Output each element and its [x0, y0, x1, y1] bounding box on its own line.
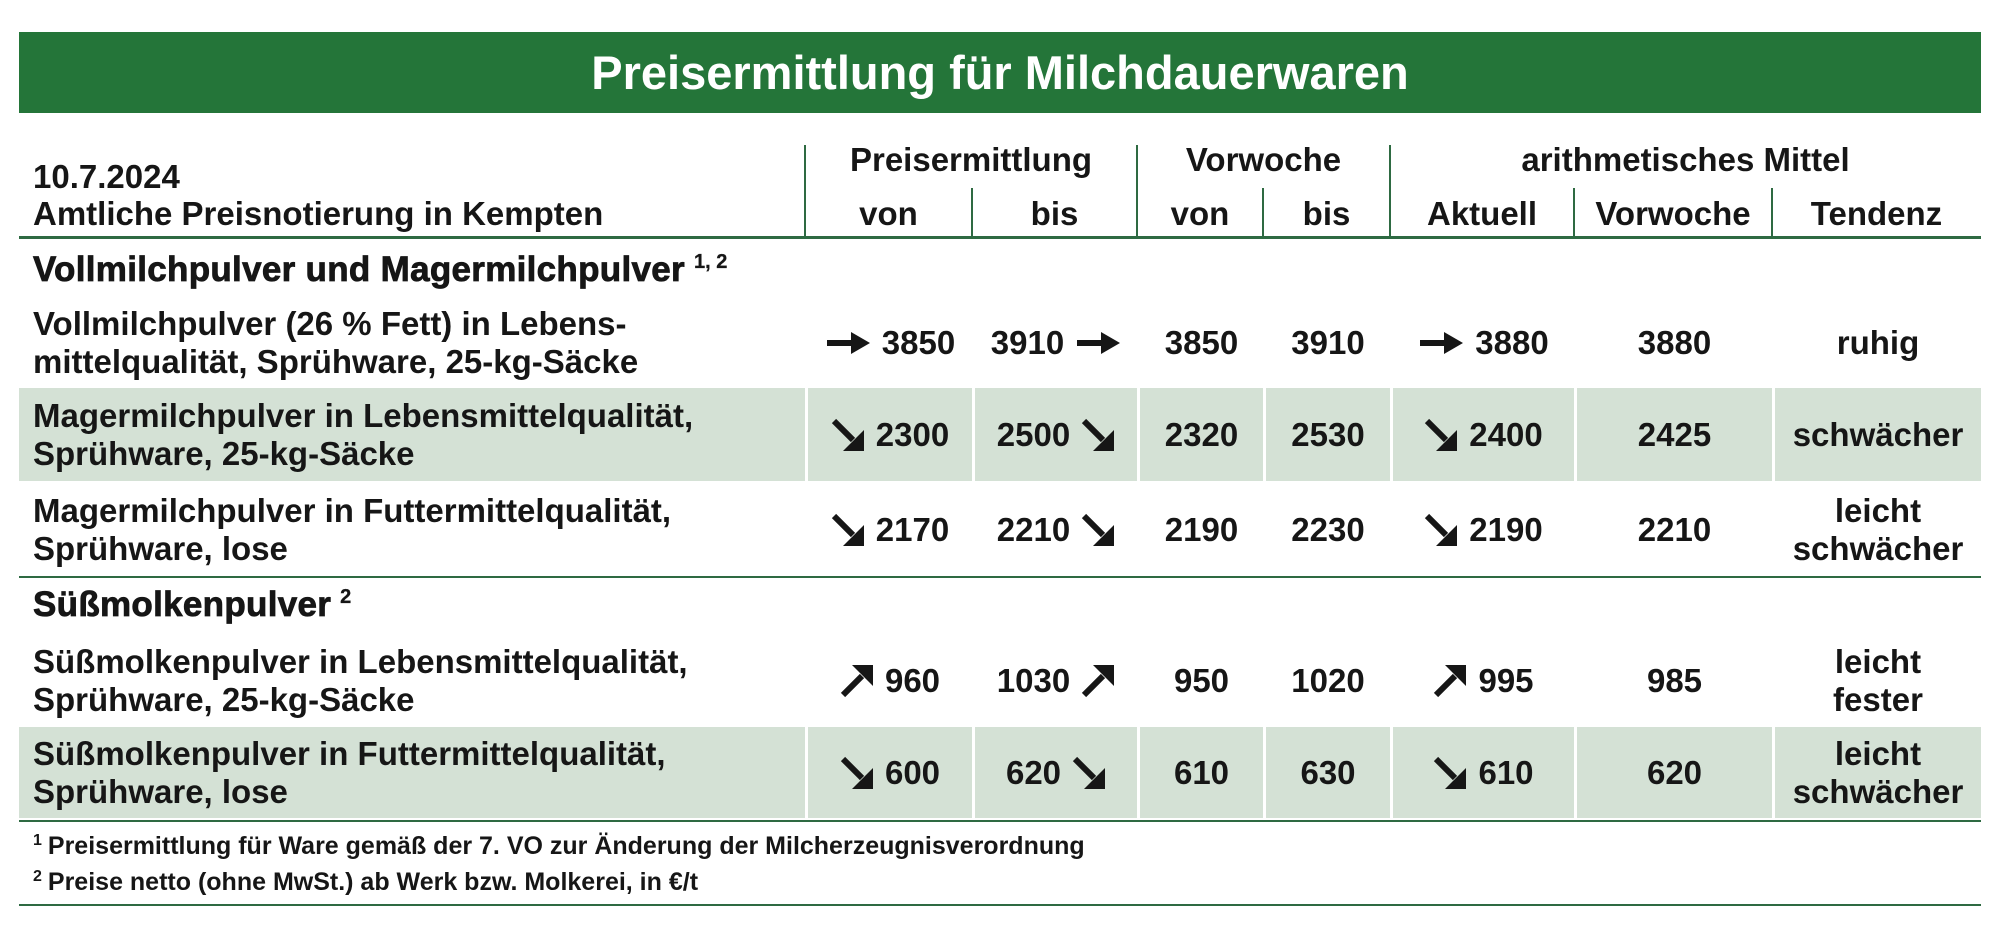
arrow-down-right-icon — [1424, 513, 1458, 547]
product-label-line: Sprühware, 25-kg-Säcke — [33, 434, 415, 472]
footnote — [33, 866, 698, 898]
section-rule — [19, 576, 1981, 578]
section-title — [33, 250, 727, 290]
price-from-value: 2300 — [875, 415, 950, 453]
column-divider — [1262, 188, 1264, 238]
product-label — [19, 727, 805, 818]
product-label — [19, 638, 805, 724]
price-to-value: 2500 — [996, 415, 1071, 453]
mean-current-cell — [1390, 388, 1574, 481]
arrow-up-right-icon — [1433, 664, 1467, 698]
arrow-right-icon — [1418, 330, 1464, 356]
tendency-text: schwächer — [1792, 772, 1964, 810]
mean-current-value: 995 — [1478, 662, 1534, 699]
column-divider — [971, 188, 973, 238]
prev-week-to-cell — [1263, 301, 1390, 385]
price-from-cell — [805, 301, 972, 385]
mean-current-value: 2400 — [1469, 415, 1543, 453]
product-label-line: Vollmilchpulver (26 % Fett) in Lebens- — [33, 305, 627, 342]
prev-week-to-value: 2230 — [1291, 511, 1365, 548]
mean-prev-week-value: 2425 — [1637, 415, 1712, 453]
mean-prev-week-value: 985 — [1646, 662, 1703, 699]
prev-week-from-value: 950 — [1173, 662, 1230, 699]
product-label-line: mittelqualität, Sprühware, 25-kg-Säcke — [33, 343, 639, 380]
header-date: 10.7.2024 — [33, 158, 180, 195]
product-label — [19, 485, 805, 575]
mean-prev-week-value: 2210 — [1637, 511, 1712, 548]
prev-week-from-value: 2320 — [1164, 415, 1239, 453]
column-divider — [1136, 145, 1138, 238]
table-row — [19, 485, 1981, 575]
col-header-trend: Tendenz — [1810, 195, 1943, 232]
arrow-up-right-icon — [1081, 664, 1115, 698]
section-title-text: Süßmolkenpulver — [33, 585, 332, 624]
price-to-cell — [972, 388, 1137, 481]
price-from-cell — [805, 485, 972, 575]
prev-week-from-cell — [1137, 485, 1263, 575]
column-headers — [19, 196, 1981, 232]
col-header-mean-current: Aktuell — [1426, 195, 1538, 232]
tendency-text: leicht — [1834, 734, 1922, 772]
arrow-right-icon — [1075, 330, 1121, 356]
price-to-value: 3910 — [990, 324, 1065, 361]
mean-current-value: 3880 — [1475, 324, 1549, 361]
prev-week-to-cell — [1263, 485, 1390, 575]
prev-week-from-cell — [1137, 301, 1263, 385]
header-rule — [19, 236, 1981, 239]
arrow-down-right-icon — [1081, 513, 1115, 547]
section-title — [33, 585, 351, 625]
col-header-mean-prev: Vorwoche — [1595, 195, 1751, 232]
prev-week-from-value: 3850 — [1164, 324, 1239, 361]
column-divider — [1771, 188, 1773, 238]
prev-week-from-cell — [1137, 638, 1263, 724]
footnote-mark: 2 — [33, 868, 42, 885]
price-to-value: 1030 — [996, 662, 1071, 699]
mean-current-value: 610 — [1478, 753, 1534, 791]
tendency-text: ruhig — [1836, 324, 1920, 361]
table-row — [19, 638, 1981, 724]
mean-prev-week-value: 3880 — [1637, 324, 1712, 361]
product-label-line: Sprühware, lose — [33, 772, 288, 810]
product-label-line: Sprühware, lose — [33, 530, 288, 567]
arrow-right-icon — [825, 330, 871, 356]
tendency-text: schwächer — [1792, 530, 1964, 567]
price-to-value: 2210 — [996, 511, 1071, 548]
price-from-value: 960 — [884, 662, 941, 699]
prev-week-to-cell — [1263, 638, 1390, 724]
arrow-down-right-icon — [840, 756, 874, 790]
group-header-prev-week: Vorwoche — [1185, 141, 1342, 178]
tendency-text: leicht — [1834, 643, 1922, 680]
col-header-prev-from: von — [1170, 195, 1230, 232]
table-row — [19, 301, 1981, 385]
product-label-line: Magermilchpulver in Lebensmittelqualität, — [33, 396, 694, 434]
table-row — [19, 727, 1981, 818]
product-label-line: Süßmolkenpulver in Futtermittelqualität, — [33, 734, 666, 772]
mean-current-cell — [1390, 485, 1574, 575]
table-row — [19, 388, 1981, 481]
col-header-prev-to: bis — [1302, 195, 1351, 232]
footnote-reference: 2 — [340, 586, 352, 608]
mean-prev-week-cell — [1574, 388, 1772, 481]
price-from-value: 3850 — [881, 324, 956, 361]
section-title-text: Vollmilchpulver und Magermilchpulver — [33, 250, 685, 289]
bottom-rule — [19, 904, 1981, 906]
price-from-cell — [805, 388, 972, 481]
footnote-text: Preise netto (ohne MwSt.) ab Werk bzw. Molkerei, in €/t — [47, 868, 699, 896]
col-header-price-to: bis — [1030, 195, 1079, 232]
tendency-cell — [1772, 638, 1981, 724]
product-label — [19, 301, 805, 385]
prev-week-to-cell — [1263, 388, 1390, 481]
tendency-text: fester — [1833, 681, 1923, 718]
footnote — [33, 830, 1085, 862]
tendency-cell — [1772, 485, 1981, 575]
mean-current-cell — [1390, 727, 1574, 818]
footnote-mark: 1 — [33, 832, 42, 849]
price-to-cell — [972, 301, 1137, 385]
arrow-down-right-icon — [1424, 418, 1458, 452]
prev-week-from-cell — [1137, 727, 1263, 818]
mean-prev-week-value: 620 — [1646, 753, 1703, 791]
price-to-cell — [972, 727, 1137, 818]
page-title: Preisermittlung für Milchdauerwaren — [591, 46, 1409, 99]
prev-week-from-value: 2190 — [1164, 511, 1239, 548]
product-label-line: Süßmolkenpulver in Lebensmittelqualität, — [33, 643, 688, 680]
arrow-up-right-icon — [840, 664, 874, 698]
tendency-cell — [1772, 301, 1981, 385]
prev-week-to-value: 3910 — [1291, 324, 1365, 361]
mean-prev-week-cell — [1574, 301, 1772, 385]
arrow-down-right-icon — [1433, 756, 1467, 790]
product-label-line: Sprühware, 25-kg-Säcke — [33, 681, 415, 718]
product-label — [19, 388, 805, 481]
product-label-line: Magermilchpulver in Futtermittelqualität, — [33, 492, 672, 529]
footnote-reference: 1, 2 — [693, 251, 728, 273]
mean-prev-week-cell — [1574, 485, 1772, 575]
price-from-cell — [805, 727, 972, 818]
footnote-text: Preisermittlung für Ware gemäß der 7. VO zur Änderung der Milcherzeugnisverordnung — [47, 832, 1085, 860]
column-divider — [1389, 145, 1391, 238]
tendency-text: schwächer — [1792, 415, 1964, 453]
mean-current-cell — [1390, 638, 1574, 724]
price-to-cell — [972, 638, 1137, 724]
arrow-down-right-icon — [1081, 418, 1115, 452]
arrow-down-right-icon — [831, 513, 865, 547]
section-rule — [19, 820, 1981, 822]
arrow-down-right-icon — [831, 418, 865, 452]
group-header-price: Preisermittlung — [849, 141, 1093, 178]
mean-prev-week-cell — [1574, 638, 1772, 724]
price-from-value: 600 — [884, 753, 941, 791]
prev-week-to-cell — [1263, 727, 1390, 818]
price-from-cell — [805, 638, 972, 724]
arrow-down-right-icon — [1072, 756, 1106, 790]
col-header-price-from: von — [859, 195, 918, 232]
title-bar — [19, 32, 1981, 113]
column-divider — [1573, 188, 1575, 238]
tendency-cell — [1772, 388, 1981, 481]
prev-week-to-value: 2530 — [1291, 415, 1365, 453]
mean-prev-week-cell — [1574, 727, 1772, 818]
tendency-text: leicht — [1834, 492, 1922, 529]
column-group-headers — [19, 142, 1981, 178]
mean-current-value: 2190 — [1469, 511, 1543, 548]
prev-week-to-value: 630 — [1300, 753, 1356, 791]
group-header-mean: arithmetisches Mittel — [1521, 141, 1850, 178]
prev-week-from-value: 610 — [1173, 753, 1230, 791]
prev-week-from-cell — [1137, 388, 1263, 481]
column-divider — [804, 145, 806, 238]
price-from-value: 2170 — [875, 511, 950, 548]
price-to-value: 620 — [1005, 753, 1062, 791]
price-to-cell — [972, 485, 1137, 575]
tendency-cell — [1772, 727, 1981, 818]
header-subtitle: Amtliche Preisnotierung in Kempten — [33, 195, 604, 232]
prev-week-to-value: 1020 — [1291, 662, 1365, 699]
mean-current-cell — [1390, 301, 1574, 385]
